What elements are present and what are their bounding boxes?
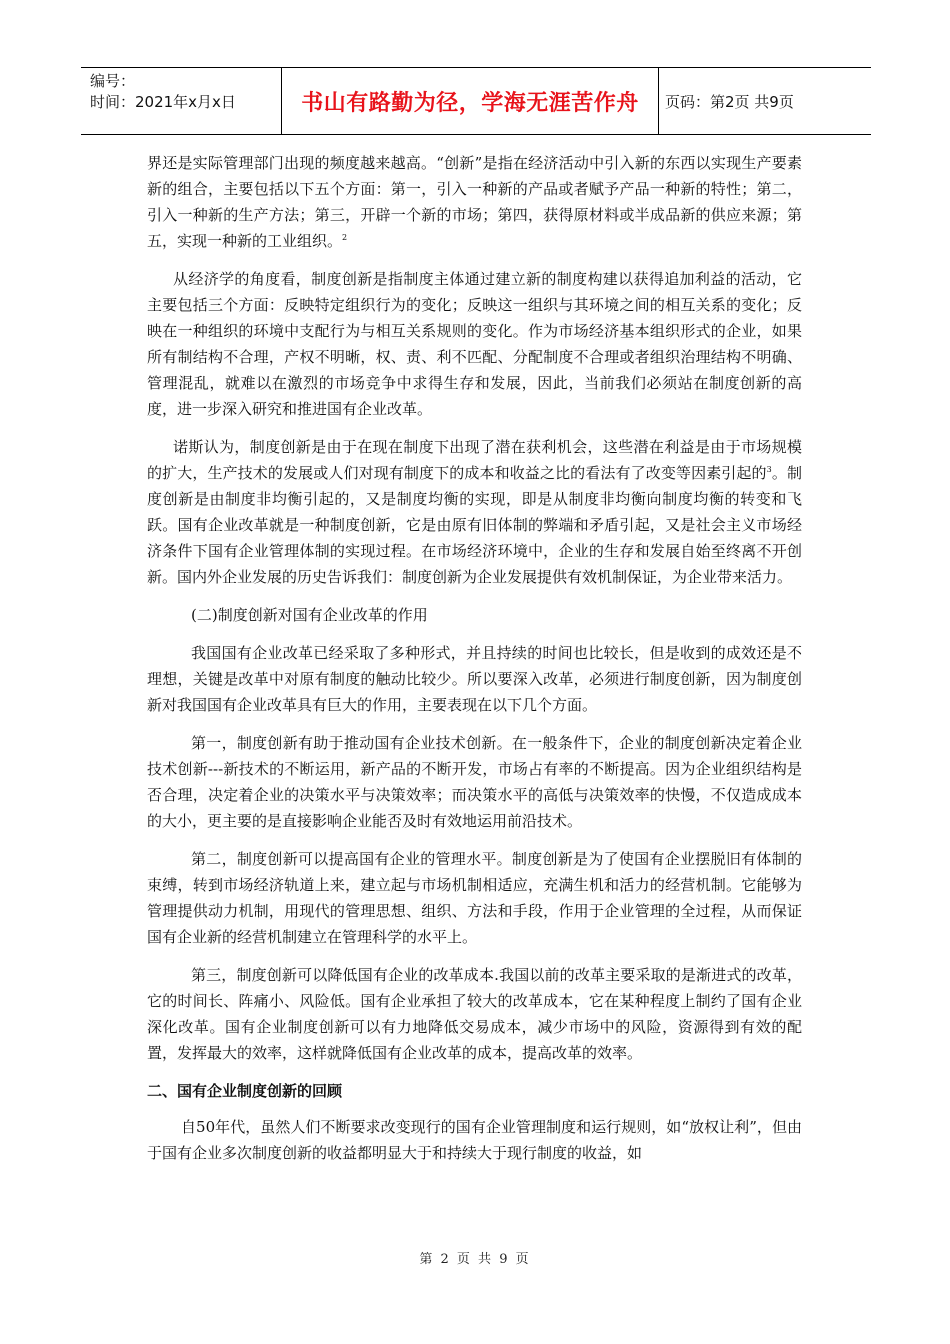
footer-page-number: 第 2 页 共 9 页 [419,1252,531,1267]
header-meta-cell [81,68,282,134]
header-page-info: 页码：第2页 共9页 [665,92,794,111]
paragraph: 第二，制度创新可以提高国有企业的管理水平。制度创新是为了使国有企业摆脱旧有体制的束缚，转到市场经济轨道上来，建立起与市场机制相适应，充满生机和活力的经营机制。它能够为管理提供动力机制，用现代的管理思想、组织、方法和手段，作用于企业管理的全过程，从而保证国有企业新的经营机制建立在管理科学的水平上。 [147,850,802,946]
document-number-label: 编号： [90,72,136,90]
document-body [147,150,802,1178]
footnote-ref: 2 [342,233,348,242]
header-motto: 书山有路勤为径，学海无涯苦作舟 [301,90,639,116]
footnote-ref: 3 [766,465,772,474]
paragraph: 我国国有企业改革已经采取了多种形式，并且持续的时间也比较长，但是收到的成效还是不理想，关键是改革中对原有制度的触动比较少。所以要深入改革，必须进行制度创新，因为制度创新对我国国有企业改革具有巨大的作用，主要表现在以下几个方面。 [147,644,802,714]
paragraph: 诺斯认为，制度创新是由于在现在制度下出现了潜在获利机会，这些潜在利益是由于市场规模的扩大，生产技术的发展或人们对现有制度下的成本和收益之比的看法有了改变等因素引起的$^3$。制度创新是由制度非均衡引起的，又是制度均衡的实现，即是从制度非均衡向制度均衡的转变和飞跃。国有企业改革就是一种制度创新，它是由原有旧体制的弊端和矛盾引起，又是社会主义市场经济条件下国有企业管理体制的实现过程。在市场经济环境中，企业的生存和发展自始至终离不开创新。国内外企业发展的历史告诉我们：制度创新为企业发展提供有效机制保证，为企业带来活力。 [147,438,802,586]
header-motto-cell [282,68,659,134]
paragraph: 第一，制度创新有助于推动国有企业技术创新。在一般条件下，企业的制度创新决定着企业技术创新---新技术的不断运用，新产品的不断开发，市场占有率的不断提高。因为企业组织结构是否合理，决定着企业的决策水平与决策效率；而决策水平的高低与决策效率的快慢，不仅造成成本的大小，更主要的是直接影响企业能否及时有效地运用前沿技术。 [147,734,802,830]
page-footer [0,1248,950,1267]
paragraph: 从经济学的角度看，制度创新是指制度主体通过建立新的制度构建以获得追加利益的活动，它主要包括三个方面：反映特定组织行为的变化；反映这一组织与其环境之间的相互关系的变化；反映在一种组织的环境中支配行为与相互关系规则的变化。作为市场经济基本组织形式的企业，如果所有制结构不合理，产权不明晰，权、责、利不匹配、分配制度不合理或者组织治理结构不明确、管理混乱，就难以在激烈的市场竞争中求得生存和发展，因此，当前我们必须站在制度创新的高度，进一步深入研究和推进国有企业改革。 [147,270,802,418]
paragraph-continued: 界还是实际管理部门出现的频度越来越高。“创新”是指在经济活动中引入新的东西以实现生产要素新的组合，主要包括以下五个方面：第一，引入一种新的产品或者赋予产品一种新的特性；第二，引入一种新的生产方法；第三，开辟一个新的市场；第四，获得原材料或半成品新的供应来源；第五，实现一种新的工业组织。$^2$ [147,154,802,250]
paragraph: 第三，制度创新可以降低国有企业的改革成本.我国以前的改革主要采取的是渐进式的改革，它的时间长、阵痛小、风险低。国有企业承担了较大的改革成本，它在某种程度上制约了国有企业深化改革。国有企业制度创新可以有力地降低交易成本，减少市场中的风险，资源得到有效的配置，发挥最大的效率，这样就降低国有企业改革的成本，提高改革的效率。 [147,966,802,1062]
document-date: 时间：2021年x月x日 [90,93,236,111]
paragraph: 自50年代，虽然人们不断要求改变现行的国有企业管理制度和运行规则，如“放权让利”，但由于国有企业多次制度创新的收益都明显大于和持续大于现行制度的收益，如 [147,1118,802,1162]
section-heading: 二、国有企业制度创新的回顾 [147,1082,343,1100]
document-header [81,67,871,135]
section-subheading: (二)制度创新对国有企业改革的作用 [191,606,428,624]
header-page-cell [659,68,871,134]
